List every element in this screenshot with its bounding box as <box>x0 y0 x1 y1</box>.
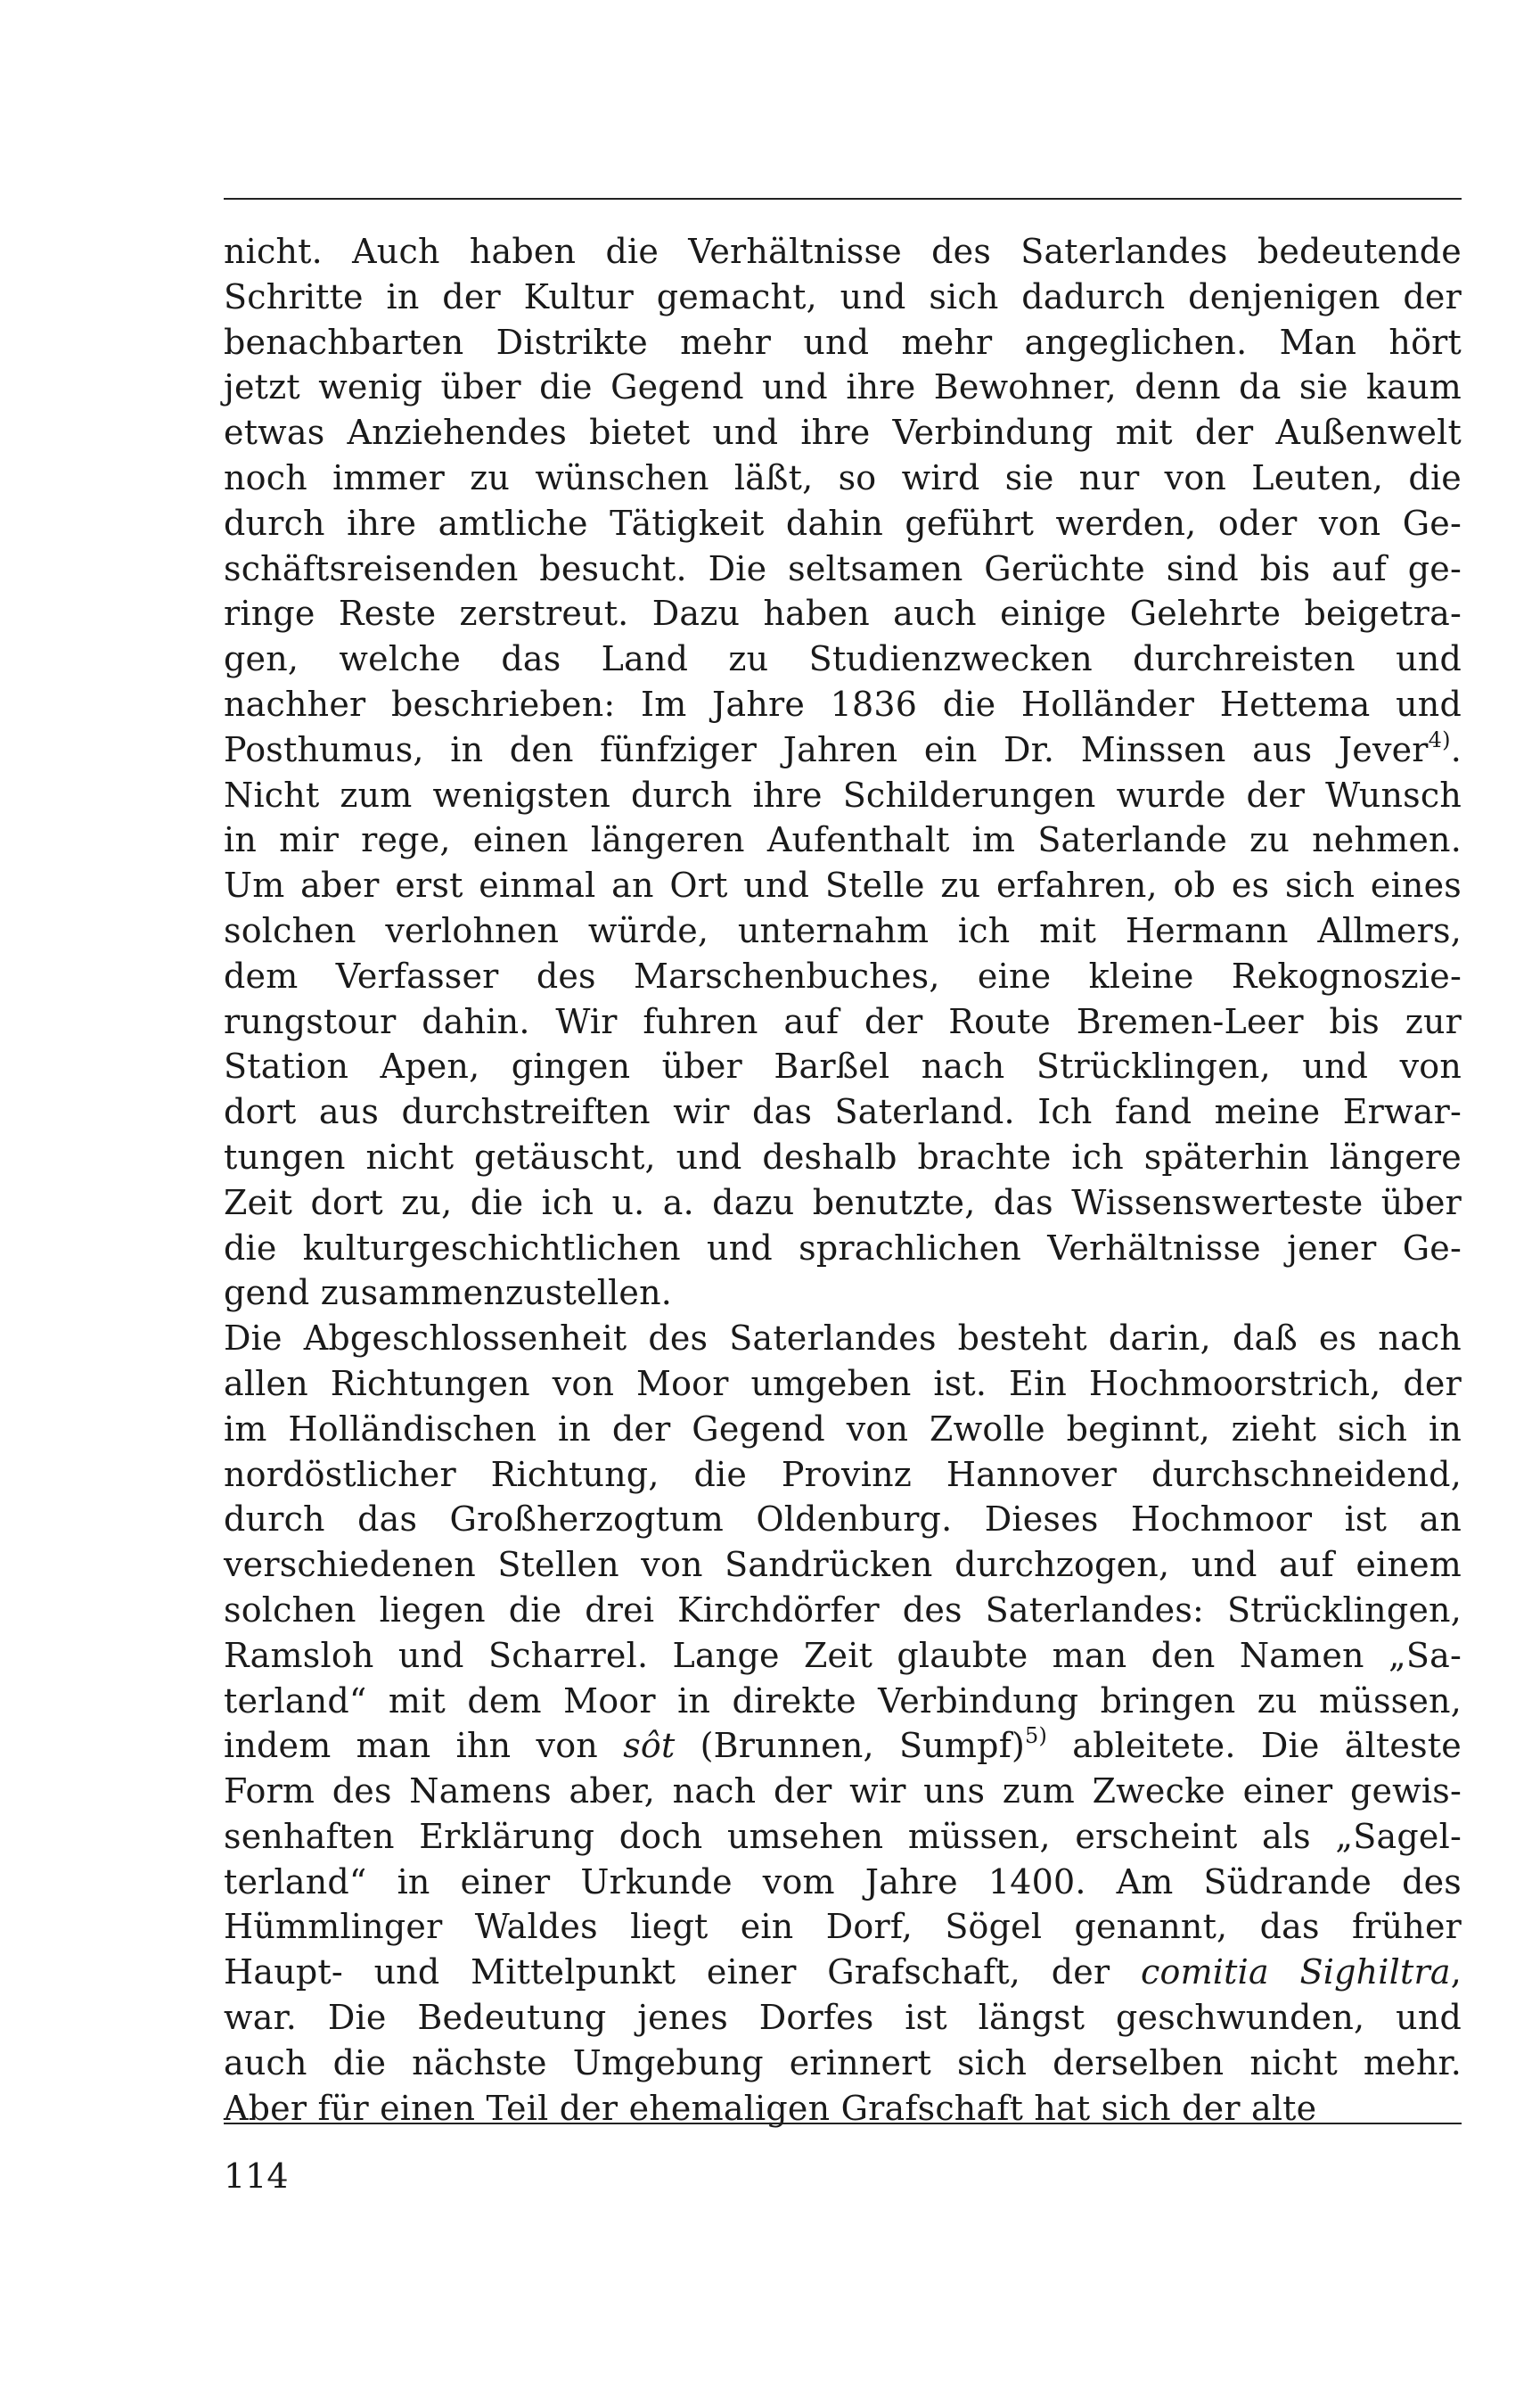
text-line <box>224 863 1462 908</box>
text-line <box>224 591 1462 637</box>
text-line <box>224 1679 1462 1724</box>
text-run: in mir rege, einen längeren Aufenthalt im Saterlande zu nehmen. <box>224 820 1462 860</box>
text-line <box>224 501 1462 546</box>
body-text <box>224 229 1462 2131</box>
text-run: dort aus durchstreiften wir das Saterland. Ich fand meine Erwar- <box>224 1092 1462 1132</box>
text-line <box>224 1044 1462 1089</box>
text-line <box>224 1542 1462 1588</box>
text-run: terland“ in einer Urkunde vom Jahre 1400. Am Südrande des <box>224 1861 1462 1901</box>
text-run: Hümmlinger Waldes liegt ein Dorf, Sögel genannt, das früher <box>224 1907 1462 1947</box>
text-line <box>224 1226 1462 1271</box>
text-run: allen Richtungen von Moor umgeben ist. Ein Hochmoorstrich, der <box>224 1363 1462 1403</box>
text-run: die kulturgeschichtlichen und sprachlichen Verhältnisse jener Ge- <box>224 1228 1462 1268</box>
text-line <box>224 320 1462 366</box>
text-line <box>224 546 1462 592</box>
text-line <box>224 2041 1462 2086</box>
text-line <box>224 1270 1462 1316</box>
text-line <box>224 1361 1462 1407</box>
text-line <box>224 1769 1462 1814</box>
text-run: nachher beschrieben: Im Jahre 1836 die Holländer Hettema und <box>224 684 1462 724</box>
text-line <box>224 1407 1462 1452</box>
text-run: ringe Reste zerstreut. Dazu haben auch einige Gelehrte beigetra- <box>224 594 1462 634</box>
text-line <box>224 773 1462 818</box>
text-line <box>224 1588 1462 1633</box>
footnote-marker: 4) <box>1428 727 1451 752</box>
text-line <box>224 727 1462 773</box>
text-line <box>224 817 1462 863</box>
text-line <box>224 954 1462 999</box>
text-run: schäftsreisenden besucht. Die seltsamen Gerüchte sind bis auf ge- <box>224 548 1462 588</box>
text-line <box>224 456 1462 501</box>
text-line <box>224 1497 1462 1542</box>
text-run: dem Verfasser des Marschenbuches, eine kleine Rekognoszie- <box>224 956 1462 996</box>
text-line <box>224 1904 1462 1950</box>
text-run: gen, welche das Land zu Studienzwecken durchreisten und <box>224 639 1462 679</box>
text-run: Um aber erst einmal an Ort und Stelle zu erfahren, ob es sich eines <box>224 866 1462 906</box>
text-run: rungstour dahin. Wir fuhren auf der Route Bremen-Leer bis zur <box>224 1001 1462 1041</box>
text-line <box>224 1452 1462 1498</box>
text-line <box>224 1135 1462 1180</box>
text-run: senhaften Erklärung doch umsehen müssen, erscheint als „Sagel- <box>224 1816 1462 1856</box>
text-run: indem man ihn von <box>224 1726 624 1766</box>
text-run: (Brunnen, Sumpf) <box>675 1726 1025 1766</box>
text-run: Zeit dort zu, die ich u. a. dazu benutzte, das Wissenswerteste über <box>224 1182 1462 1222</box>
text-run: Die Abgeschlossenheit des Saterlandes besteht darin, daß es nach <box>224 1318 1462 1359</box>
text-line <box>224 908 1462 954</box>
text-run: war. Die Bedeutung jenes Dorfes ist längst geschwunden, und <box>224 1998 1462 2038</box>
text-line <box>224 275 1462 320</box>
text-run: verschiedenen Stellen von Sandrücken durchzogen, und auf einem <box>224 1545 1462 1585</box>
text-run: jetzt wenig über die Gegend und ihre Bewohner, denn da sie kaum <box>224 367 1462 407</box>
text-run: ableitete. Die älteste <box>1047 1726 1462 1766</box>
text-line <box>224 1180 1462 1226</box>
text-run: . <box>1450 729 1462 769</box>
text-line <box>224 999 1462 1045</box>
text-run: Schritte in der Kultur gemacht, und sich dadurch denjenigen der <box>224 276 1462 316</box>
text-line <box>224 1316 1462 1361</box>
text-run: Station Apen, gingen über Barßel nach Strücklingen, und von <box>224 1047 1462 1087</box>
text-run: nicht. Auch haben die Verhältnisse des Saterlandes bedeutende <box>224 232 1462 271</box>
text-run: solchen verlohnen würde, unternahm ich mit Hermann Allmers, <box>224 910 1462 950</box>
text-run: solchen liegen die drei Kirchdörfer des Saterlandes: Strücklingen, <box>224 1589 1462 1630</box>
bottom-rule <box>224 2123 1462 2124</box>
italic-run: comitia Sighiltra <box>1141 1952 1451 1992</box>
text-line <box>224 637 1462 682</box>
text-line <box>224 682 1462 727</box>
text-run: Nicht zum wenigsten durch ihre Schilderungen wurde der Wunsch <box>224 775 1462 815</box>
top-rule <box>224 198 1462 200</box>
text-run: nordöstlicher Richtung, die Provinz Hannover durchschneidend, <box>224 1454 1462 1494</box>
text-line <box>224 1995 1462 2041</box>
text-run: auch die nächste Umgebung erinnert sich derselben nicht mehr. <box>224 2042 1462 2082</box>
text-run: Aber für einen Teil der ehemaligen Grafschaft hat sich der alte <box>224 2088 1317 2128</box>
footnote-marker: 5) <box>1024 1723 1048 1749</box>
text-run: im Holländischen in der Gegend von Zwolle beginnt, zieht sich in <box>224 1409 1462 1449</box>
text-run: durch ihre amtliche Tätigkeit dahin geführt werden, oder von Ge- <box>224 503 1462 543</box>
text-run: Ramsloh und Scharrel. Lange Zeit glaubte man den Namen „Sa- <box>224 1635 1462 1675</box>
text-line <box>224 365 1462 410</box>
page-number: 114 <box>224 2156 289 2196</box>
text-run: noch immer zu wünschen läßt, so wird sie nur von Leuten, die <box>224 457 1462 497</box>
text-run: etwas Anziehendes bietet und ihre Verbindung mit der Außenwelt <box>224 413 1462 453</box>
text-run: gend zusammenzustellen. <box>224 1273 673 1313</box>
text-line <box>224 410 1462 456</box>
text-line <box>224 1814 1462 1860</box>
text-run: Posthumus, in den fünfziger Jahren ein Dr. Minssen aus Jever <box>224 729 1429 769</box>
text-run: Form des Namens aber, nach der wir uns zum Zwecke einer gewis- <box>224 1771 1462 1811</box>
text-run: terland“ mit dem Moor in direkte Verbindung bringen zu müssen, <box>224 1680 1462 1721</box>
text-run: durch das Großherzogtum Oldenburg. Dieses Hochmoor ist an <box>224 1499 1462 1540</box>
text-run: Haupt- und Mittelpunkt einer Grafschaft, der <box>224 1952 1142 1992</box>
text-line <box>224 229 1462 275</box>
text-line <box>224 1723 1462 1769</box>
italic-run: sôt <box>623 1726 676 1766</box>
text-line <box>224 1950 1462 1995</box>
text-line <box>224 1860 1462 1905</box>
text-line <box>224 1089 1462 1135</box>
text-run: , <box>1450 1952 1462 1992</box>
text-line <box>224 1633 1462 1679</box>
text-run: tungen nicht getäuscht, und deshalb brachte ich späterhin längere <box>224 1137 1462 1177</box>
text-run: benachbarten Distrikte mehr und mehr angeglichen. Man hört <box>224 322 1462 362</box>
